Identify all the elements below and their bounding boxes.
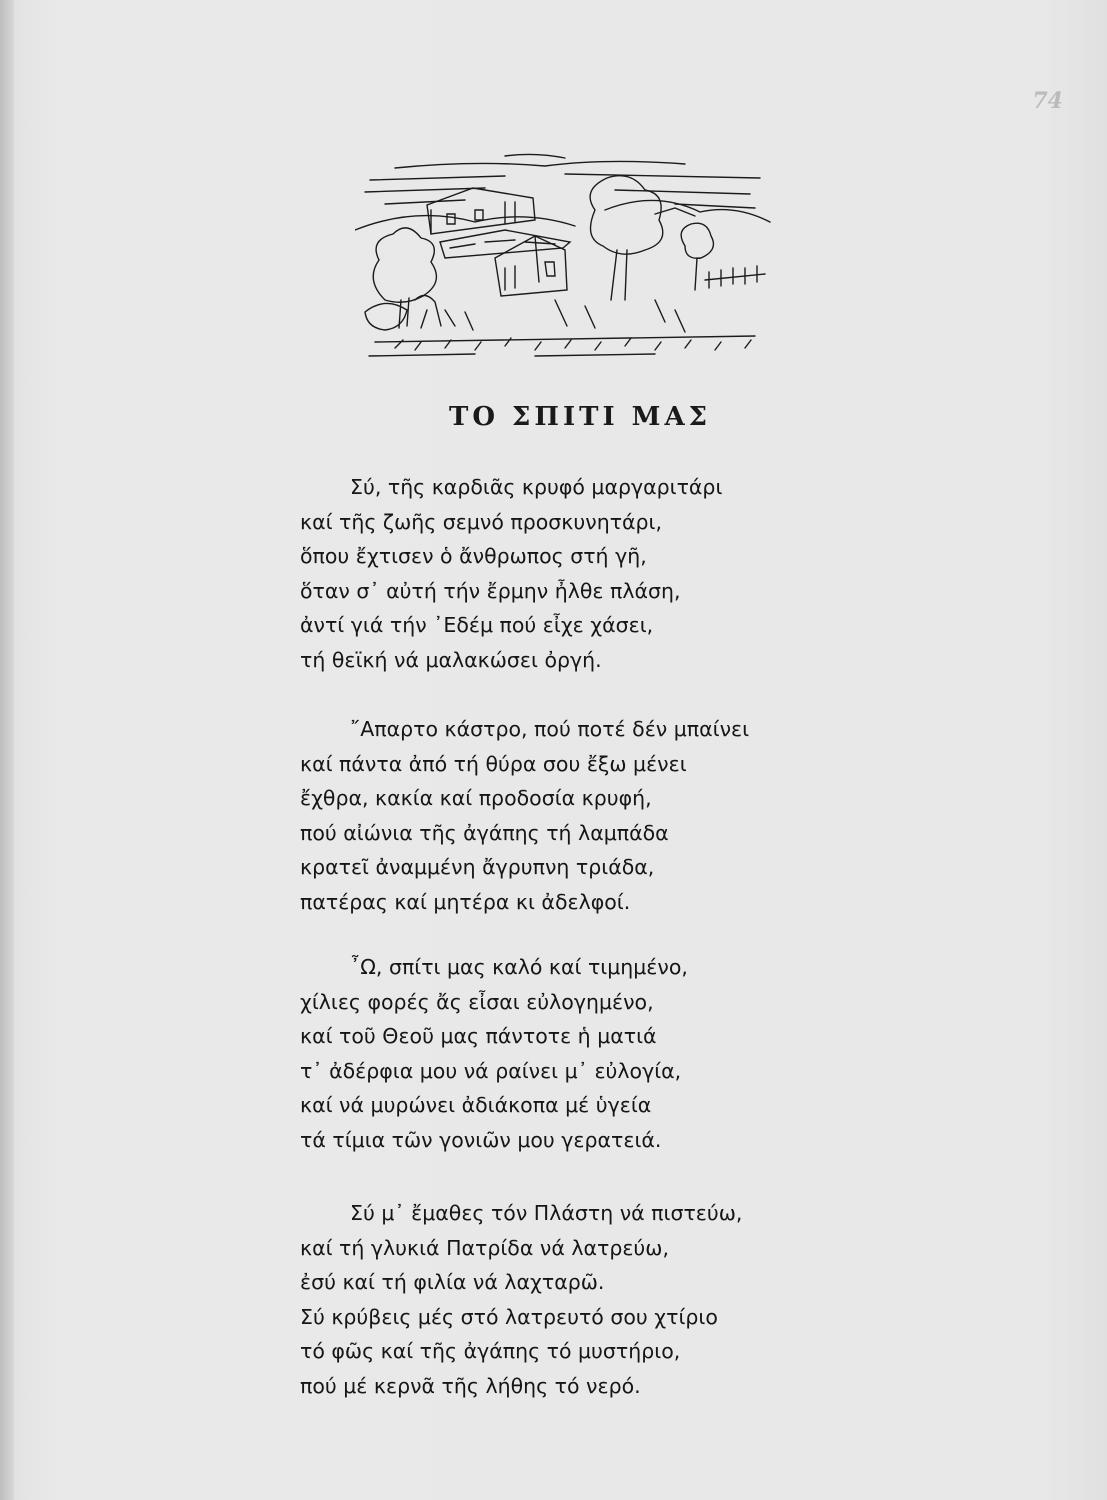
poem-line: ὅταν σ᾽ αὐτή τήν ἔρμην ἦλθε πλάση,: [300, 578, 681, 603]
poem-title: ΤΟ ΣΠΙΤΙ ΜΑΣ: [448, 402, 712, 432]
page-gutter: [0, 0, 14, 1500]
poem-line: χίλιες φορές ἄς εἶσαι εὐλογημένο,: [300, 989, 654, 1014]
poem-line: ὅπου ἔχτισεν ὁ ἄνθρωπος στή γῆ,: [300, 544, 647, 568]
poem-line: Σύ κρύβεις μές στό λατρευτό σου χτίριο: [300, 1304, 718, 1329]
house-landscape-illustration: [355, 150, 773, 360]
poem-line: ῎Απαρτο κάστρο, πού ποτέ δέν μπαίνει: [350, 717, 750, 741]
poem-line: Σύ μ᾽ ἔμαθες τόν Πλάστη νά πιστεύω,: [350, 1201, 743, 1225]
poem-line: καί τή γλυκιά Πατρίδα νά λατρεύω,: [300, 1235, 669, 1260]
stanza: [300, 712, 860, 919]
stanza: [300, 470, 860, 677]
poem-line: καί νά μυρώνει ἀδιάκοπα μέ ὑγεία: [300, 1093, 652, 1117]
poem-line: καί τῆς ζωῆς σεμνό προσκυνητάρι,: [300, 509, 663, 534]
poem-line: ἔχθρα, κακία καί προδοσία κρυφή,: [300, 786, 652, 810]
poem-line: πατέρας καί μητέρα κι ἀδελφοί.: [300, 889, 631, 914]
poem-line: τ᾽ ἀδέρφια μου νά ραίνει μ᾽ εὐλογία,: [300, 1058, 682, 1083]
poem-line: τά τίμια τῶν γονιῶν μου γερατειά.: [300, 1127, 662, 1152]
poem-line: πού μέ κερνᾶ τῆς λήθης τό νερό.: [300, 1373, 641, 1398]
stanza: [300, 950, 860, 1157]
poem-line: πού αἰώνια τῆς ἀγάπης τή λαμπάδα: [300, 820, 669, 845]
poem-line: Σύ, τῆς καρδιᾶς κρυφό μαργαριτάρι: [350, 475, 723, 499]
poem-line: ῏Ω, σπίτι μας καλό καί τιμημένο,: [350, 955, 688, 979]
poem-line: καί πάντα ἀπό τή θύρα σου ἔξω μένει: [300, 751, 687, 776]
poem-line: τή θεϊκή νά μαλακώσει ὀργή.: [300, 647, 602, 672]
poem-line: καί τοῦ Θεοῦ μας πάντοτε ἡ ματιά: [300, 1024, 657, 1048]
poem-line: κρατεῖ ἀναμμένη ἄγρυπνη τριάδα,: [300, 855, 655, 879]
stanza: [300, 1196, 860, 1403]
page-number: 74: [1032, 88, 1063, 114]
poem-line: ἐσύ καί τή φιλία νά λαχταρῶ.: [300, 1270, 605, 1294]
poem-line: τό φῶς καί τῆς ἀγάπης τό μυστήριο,: [300, 1339, 681, 1363]
poem-line: ἀντί γιά τήν ᾽Εδέμ πού εἶχε χάσει,: [300, 613, 654, 637]
